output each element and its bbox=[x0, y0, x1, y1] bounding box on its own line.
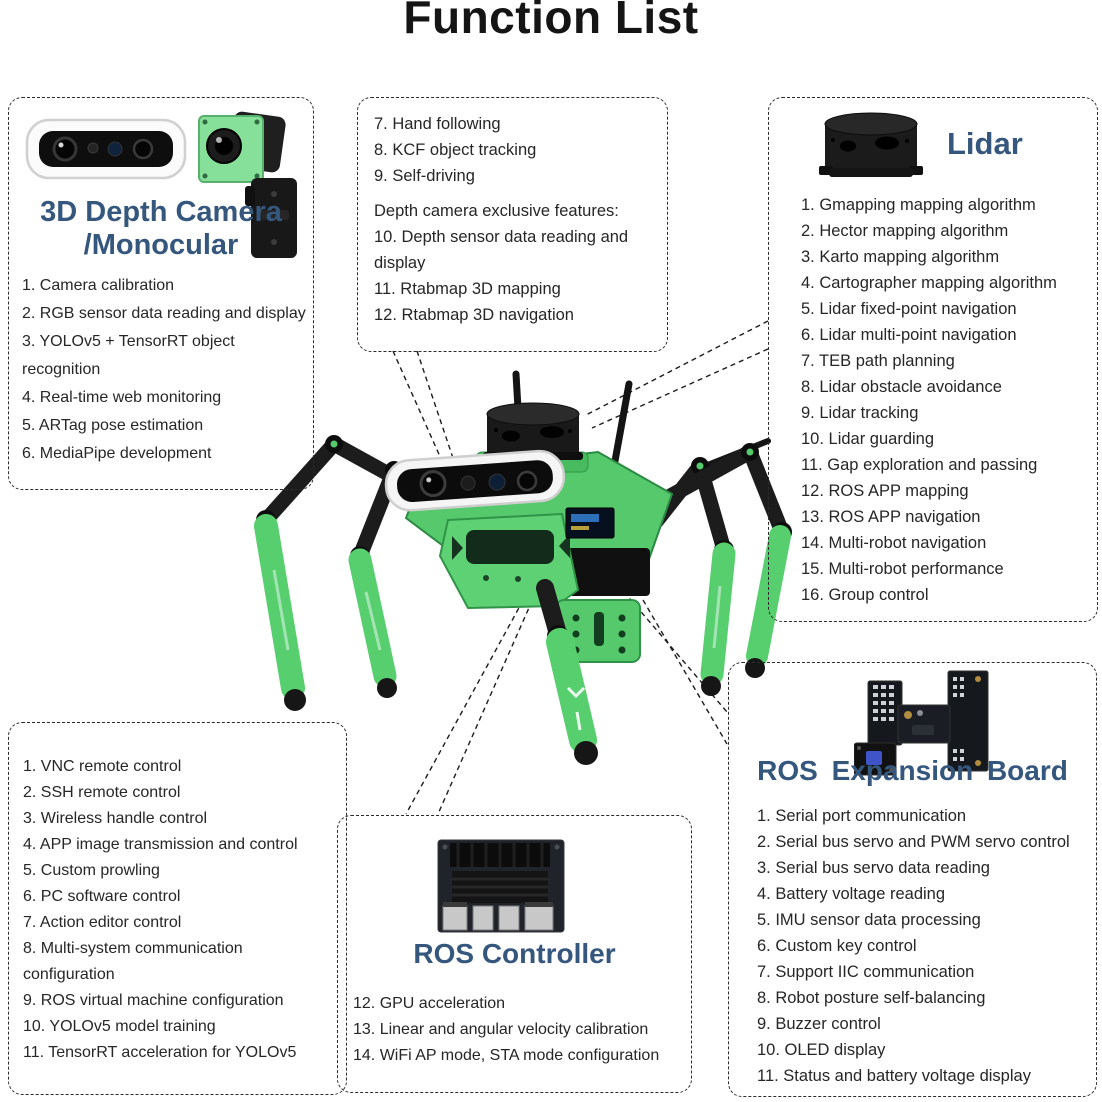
function-item: 1. VNC remote control bbox=[23, 758, 182, 775]
depth-camera-section bbox=[8, 97, 314, 490]
function-item: 3. YOLOv5 + TensorRT object recognition bbox=[22, 333, 235, 378]
lidar-image bbox=[817, 106, 927, 188]
function-item: 6. Lidar multi-point navigation bbox=[801, 326, 1017, 344]
function-item: 9. ROS virtual machine configuration bbox=[23, 992, 284, 1009]
ros-controller-section bbox=[337, 815, 692, 1093]
function-item: 7. TEB path planning bbox=[801, 352, 955, 370]
depth-camera-title bbox=[9, 196, 313, 262]
function-item: 1. Serial port communication bbox=[757, 807, 967, 825]
function-item: 5. IMU sensor data processing bbox=[757, 911, 981, 929]
ros-expansion-title: ROS Expansion Board bbox=[757, 755, 1068, 786]
function-item: 2. RGB sensor data reading and display bbox=[22, 305, 306, 322]
ros-controller-title: ROS Controller bbox=[413, 938, 616, 969]
lidar-section bbox=[768, 97, 1098, 622]
function-item: 12. Rtabmap 3D navigation bbox=[374, 306, 574, 324]
function-item: 9. Self-driving bbox=[374, 167, 475, 185]
stereo-camera-image bbox=[27, 120, 185, 178]
depth-exclusive-subheading: Depth camera exclusive features: bbox=[374, 202, 619, 220]
function-item: 9. Lidar tracking bbox=[801, 404, 919, 422]
function-item: 13. ROS APP navigation bbox=[801, 508, 981, 526]
function-item: 1. Camera calibration bbox=[22, 277, 175, 294]
function-item: 8. Lidar obstacle avoidance bbox=[801, 378, 1002, 396]
function-item: 10. Lidar guarding bbox=[801, 430, 935, 448]
page-title: Function List bbox=[403, 0, 699, 43]
function-item: 4. Real-time web monitoring bbox=[22, 389, 222, 406]
function-item: 9. Buzzer control bbox=[757, 1015, 881, 1033]
function-item: 14. WiFi AP mode, STA mode configuration bbox=[353, 1047, 660, 1064]
ros-expansion-function-list bbox=[757, 803, 1070, 1089]
function-item: 1. Gmapping mapping algorithm bbox=[801, 196, 1036, 214]
function-item: 12. GPU acceleration bbox=[353, 995, 506, 1012]
depth-camera-title-line2: /Monocular bbox=[83, 229, 239, 261]
function-item: 3. Wireless handle control bbox=[23, 810, 208, 827]
system-section bbox=[8, 722, 347, 1095]
function-item: 5. Lidar fixed-point navigation bbox=[801, 300, 1017, 318]
function-item: 12. ROS APP mapping bbox=[801, 482, 969, 500]
depth-camera-extra-section bbox=[357, 97, 668, 352]
function-item: 6. Custom key control bbox=[757, 937, 917, 955]
function-item: 4. APP image transmission and control bbox=[23, 836, 298, 853]
function-item: 4. Battery voltage reading bbox=[757, 885, 946, 903]
lidar-function-list bbox=[801, 192, 1057, 608]
function-item: 8. Multi-system communication configuration bbox=[23, 940, 243, 983]
oled-screen bbox=[566, 508, 614, 538]
ros-controller-function-list bbox=[353, 991, 659, 1069]
depth-extra-list-top bbox=[374, 111, 657, 189]
robot-depth-camera bbox=[384, 450, 565, 512]
function-item: 7. Action editor control bbox=[23, 914, 182, 931]
function-item: 10. OLED display bbox=[757, 1041, 886, 1059]
function-item: 5. Custom prowling bbox=[23, 862, 160, 879]
function-item: 7. Hand following bbox=[374, 115, 501, 133]
function-item: 10. Depth sensor data reading and display bbox=[374, 228, 629, 272]
function-item: 2. SSH remote control bbox=[23, 784, 181, 801]
function-item: 16. Group control bbox=[801, 586, 929, 604]
function-item: 2. Serial bus servo and PWM servo control bbox=[757, 833, 1070, 851]
depth-camera-title-line1: 3D Depth Camera bbox=[40, 196, 282, 228]
function-item: 11. Rtabmap 3D mapping bbox=[374, 280, 561, 298]
function-item: 2. Hector mapping algorithm bbox=[801, 222, 1009, 240]
function-item: 11. Gap exploration and passing bbox=[801, 456, 1038, 474]
function-item: 3. Serial bus servo data reading bbox=[757, 859, 990, 877]
function-item: 4. Cartographer mapping algorithm bbox=[801, 274, 1057, 292]
depth-extra-list-bottom bbox=[374, 224, 657, 328]
robot-body-group bbox=[256, 374, 792, 765]
function-item: 3. Karto mapping algorithm bbox=[801, 248, 1000, 266]
ros-expansion-section bbox=[728, 662, 1097, 1097]
ros-controller-image bbox=[436, 838, 566, 934]
lidar-title: Lidar bbox=[947, 126, 1023, 161]
function-item: 8. Robot posture self-balancing bbox=[757, 989, 986, 1007]
function-item: 13. Linear and angular velocity calibration bbox=[353, 1021, 649, 1038]
function-item: 7. Support IIC communication bbox=[757, 963, 975, 981]
function-item: 11. TensorRT acceleration for YOLOv5 bbox=[23, 1044, 297, 1061]
system-function-list bbox=[23, 754, 338, 1066]
function-item: 15. Multi-robot performance bbox=[801, 560, 1004, 578]
function-item: 6. PC software control bbox=[23, 888, 181, 905]
function-item: 6. MediaPipe development bbox=[22, 445, 212, 462]
function-item: 10. YOLOv5 model training bbox=[23, 1018, 216, 1035]
function-item: 14. Multi-robot navigation bbox=[801, 534, 987, 552]
function-item: 8. KCF object tracking bbox=[374, 141, 537, 159]
function-item: 5. ARTag pose estimation bbox=[22, 417, 204, 434]
function-item: 11. Status and battery voltage display bbox=[757, 1067, 1031, 1085]
depth-camera-function-list bbox=[22, 272, 314, 468]
